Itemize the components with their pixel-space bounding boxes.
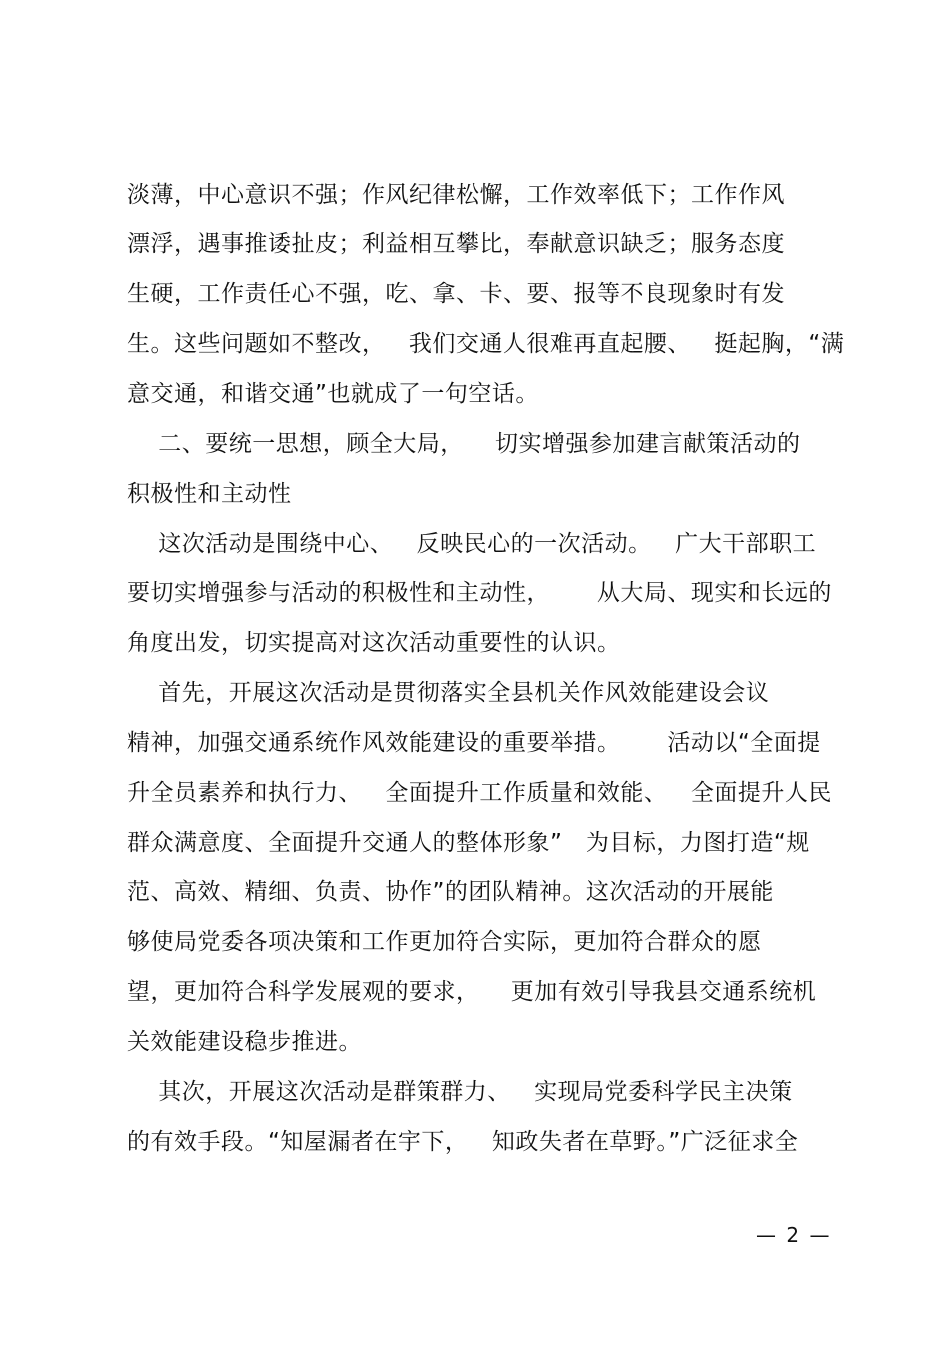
text-line: 的有效手段。“知屋漏者在宇下， 知政失者在草野。”广泛征求全 <box>127 1129 799 1155</box>
section-heading-line: 二、要统一思想，顾全大局， 切实增强参加建言献策活动的 <box>127 431 801 457</box>
text-line: 关效能建设稳步推进。 <box>127 1029 362 1055</box>
text-line: 范、高效、精细、负责、协作”的团队精神。这次活动的开展能 <box>127 879 774 905</box>
text-line: 升全员素养和执行力、 全面提升工作质量和效能、 全面提升人民 <box>127 780 832 806</box>
text-line: 意交通，和谐交通”也就成了一句空话。 <box>127 381 539 407</box>
text-line: 角度出发，切实提高对这次活动重要性的认识。 <box>127 630 621 656</box>
text-line: 够使局党委各项决策和工作更加符合实际，更加符合群众的愿 <box>127 929 762 955</box>
text-line: 首先，开展这次活动是贯彻落实全县机关作风效能建设会议 <box>127 680 770 706</box>
text-line: 漂浮，遇事推诿扯皮；利益相互攀比，奉献意识缺乏；服务态度 <box>127 231 785 257</box>
text-line: 淡薄，中心意识不强；作风纪律松懈，工作效率低下；工作作风 <box>127 182 785 208</box>
text-line: 生硬，工作责任心不强，吃、拿、卡、要、报等不良现象时有发 <box>127 281 785 307</box>
text-line: 群众满意度、全面提升交通人的整体形象” 为目标，力图打造“规 <box>127 830 810 856</box>
section-heading-line: 积极性和主动性 <box>127 481 292 507</box>
page-number: — 2 — <box>756 1223 832 1247</box>
text-line: 这次活动是围绕中心、 反映民心的一次活动。 广大干部职工 <box>127 531 817 557</box>
text-line: 要切实增强参与活动的积极性和主动性， 从大局、现实和长远的 <box>127 580 832 606</box>
text-line: 生。这些问题如不整改， 我们交通人很难再直起腰、 挺起胸，“满 <box>127 331 845 357</box>
text-line: 望，更加符合科学发展观的要求， 更加有效引导我县交通系统机 <box>127 979 817 1005</box>
text-line: 精神，加强交通系统作风效能建设的重要举措。 活动以“全面提 <box>127 730 821 756</box>
text-line: 其次，开展这次活动是群策群力、 实现局党委科学民主决策 <box>127 1079 793 1105</box>
